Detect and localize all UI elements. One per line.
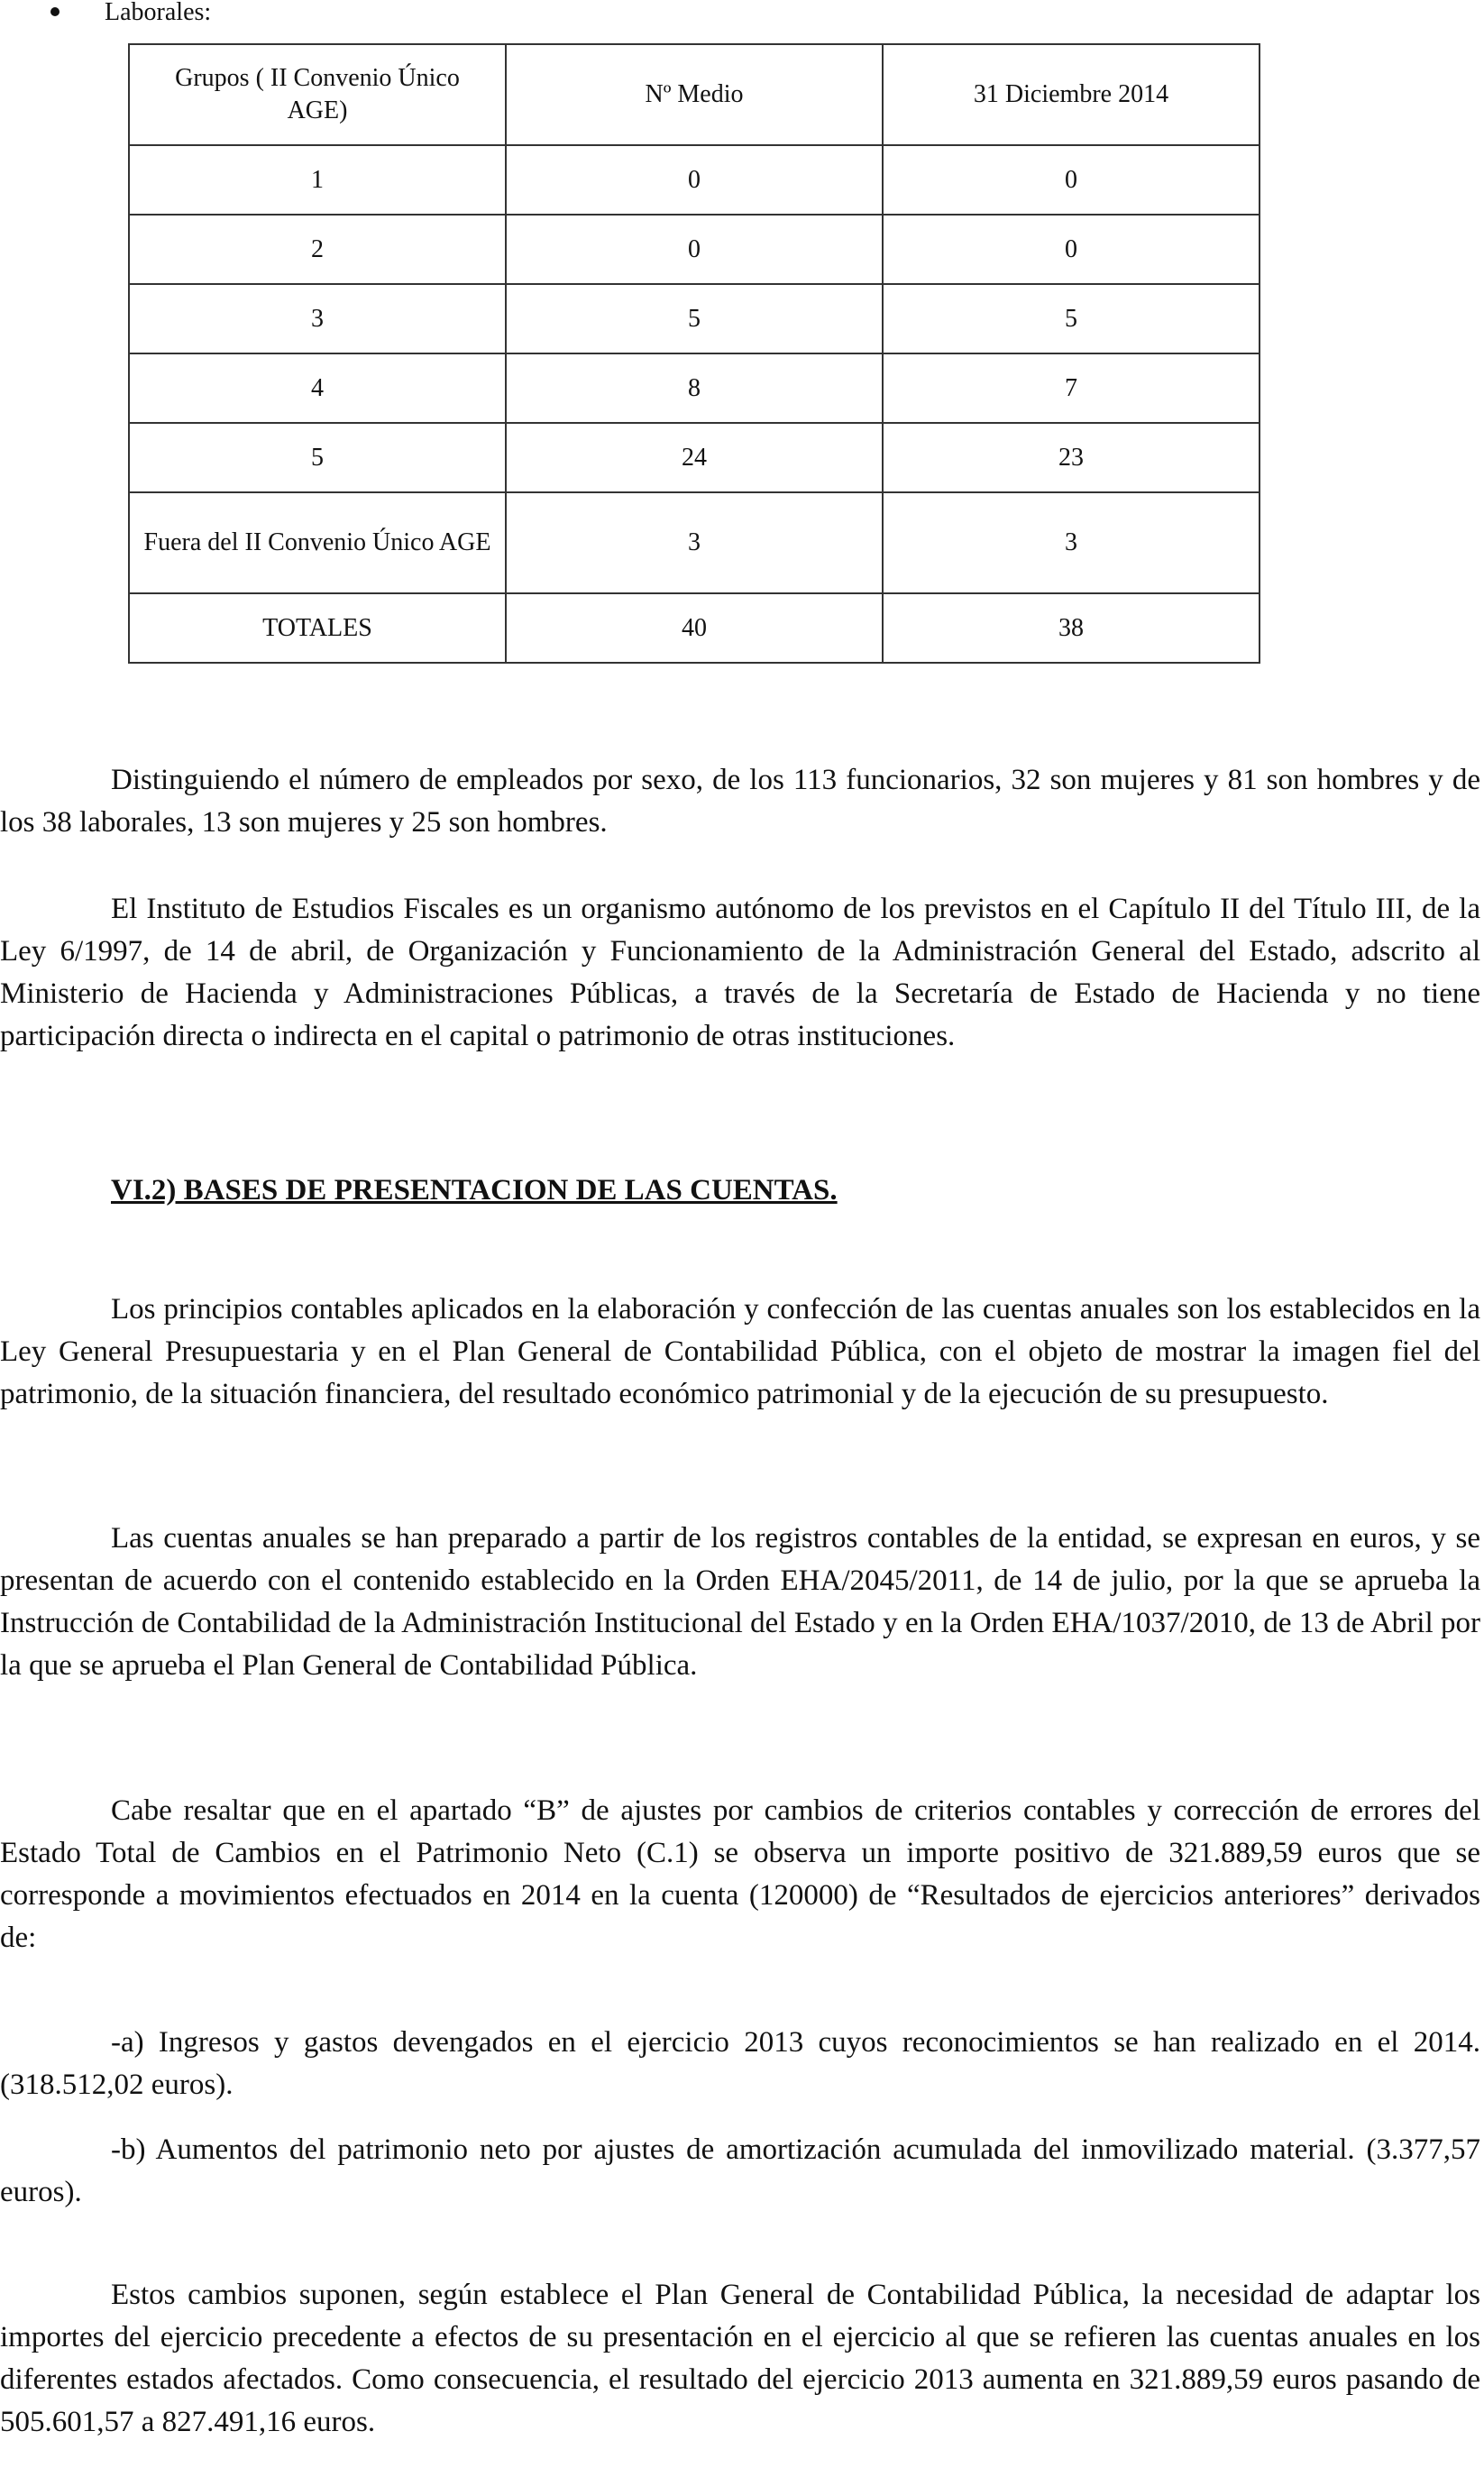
paragraph-text: Distinguiendo el número de empleados por sexo, de los 113 funcionarios, 32 son mujeres y 81 son hombres y de los 38 laborales, 13 son mujeres y 25 son hombres. <box>0 764 1480 839</box>
paragraph-item-b <box>0 2129 1480 2214</box>
header-cell-grupos: Grupos ( II Convenio Único AGE) <box>129 44 506 145</box>
table-cell: Fuera del II Convenio Único AGE <box>129 492 506 593</box>
table-row <box>129 492 1260 593</box>
table-row <box>129 284 1260 353</box>
table-cell: 0 <box>506 145 883 215</box>
paragraph-text: Las cuentas anuales se han preparado a partir de los registros contables de la entidad, se expresan en euros, y se presentan de acuerdo con el contenido establecido en la Orden EHA/2045/2011, de 14 de julio, por la que se aprueba la Instrucción de Contabilidad de la Administración Institucional del Estado y en la Orden EHA/1037/2010, de 13 de Abril por la que se aprueba el Plan General de Contabilidad Pública. <box>0 1522 1480 1682</box>
table-cell: 40 <box>506 593 883 663</box>
table-cell: 23 <box>883 423 1260 492</box>
table-cell: 5 <box>883 284 1260 353</box>
paragraph-text: El Instituto de Estudios Fiscales es un organismo autónomo de los previstos en el Capítulo II del Título III, de la Ley 6/1997, de 14 de abril, de Organización y Funcionamiento de la Administración General del Estado, adscrito al Ministerio de Hacienda y Administraciones Públicas, a través de la Secretaría de Estado de Hacienda y no tiene participación directa o indirecta en el capital o patrimonio de otras instituciones. <box>0 893 1480 1052</box>
paragraph-instituto <box>0 888 1480 1058</box>
table-cell: 3 <box>506 492 883 593</box>
table-cell: 4 <box>129 353 506 423</box>
paragraph-cuentas-anuales <box>0 1518 1480 1687</box>
table-cell: 3 <box>129 284 506 353</box>
table-cell: 3 <box>883 492 1260 593</box>
paragraph-text: -b) Aumentos del patrimonio neto por ajustes de amortización acumulada del inmovilizado material. (3.377,57 euros). <box>0 2133 1480 2208</box>
table-cell: 0 <box>506 215 883 284</box>
table-cell: 0 <box>883 215 1260 284</box>
header-cell-31-diciembre: 31 Diciembre 2014 <box>883 44 1260 145</box>
paragraph-estos-cambios <box>0 2274 1480 2444</box>
table-cell: 5 <box>129 423 506 492</box>
bullet-dot-icon <box>50 7 60 16</box>
paragraph-item-a <box>0 2022 1480 2106</box>
table-cell: 7 <box>883 353 1260 423</box>
table-row <box>129 353 1260 423</box>
table-totals-row <box>129 593 1260 663</box>
paragraph-principios-contables <box>0 1289 1480 1416</box>
table-cell: 5 <box>506 284 883 353</box>
table-cell: 1 <box>129 145 506 215</box>
paragraph-text: Estos cambios suponen, según establece el Plan General de Contabilidad Pública, la necesidad de adaptar los importes del ejercicio precedente a efectos de su presentación en el ejercicio al que se refieren las cuentas anuales en los diferentes estados afectados. Como consecuencia, el resultado del ejercicio 2013 aumenta en 321.889,59 euros pasando de 505.601,57 a 827.491,16 euros. <box>0 2279 1480 2438</box>
table-cell: 2 <box>129 215 506 284</box>
bullet-item-laborales <box>50 0 211 25</box>
paragraph-apartado-b <box>0 1790 1480 1959</box>
paragraph-text: Cabe resaltar que en el apartado “B” de ajustes por cambios de criterios contables y corrección de errores del Estado Total de Cambios en el Patrimonio Neto (C.1) se observa un importe positivo de 321.889,59 euros que se corresponde a movimientos efectuados en 2014 en la cuenta (120000) de “Resultados de ejercicios anteriores” derivados de: <box>0 1794 1480 1954</box>
header-cell-n-medio: Nº Medio <box>506 44 883 145</box>
section-heading: VI.2) BASES DE PRESENTACION DE LAS CUENTAS. <box>111 1174 838 1206</box>
bullet-label: Laborales: <box>105 0 212 26</box>
paragraph-text: Los principios contables aplicados en la elaboración y confección de las cuentas anuales son los establecidos en la Ley General Presupuestaria y en el Plan General de Contabilidad Pública, con el objeto de mostrar la imagen fiel del patrimonio, de la situación financiera, del resultado económico patrimonial y de la ejecución de su presupuesto. <box>0 1293 1480 1410</box>
table-row <box>129 215 1260 284</box>
paragraph-text: -a) Ingresos y gastos devengados en el ejercicio 2013 cuyos reconocimientos se han realizado en el 2014. (318.512,02 euros). <box>0 2026 1480 2101</box>
table-cell: 8 <box>506 353 883 423</box>
table-row <box>129 145 1260 215</box>
table-row <box>129 423 1260 492</box>
staff-table <box>128 43 1260 664</box>
table-cell: 0 <box>883 145 1260 215</box>
paragraph-empleados-por-sexo <box>0 759 1480 844</box>
table-cell: 24 <box>506 423 883 492</box>
table-cell: TOTALES <box>129 593 506 663</box>
table-cell: 38 <box>883 593 1260 663</box>
table-header-row <box>129 44 1260 145</box>
